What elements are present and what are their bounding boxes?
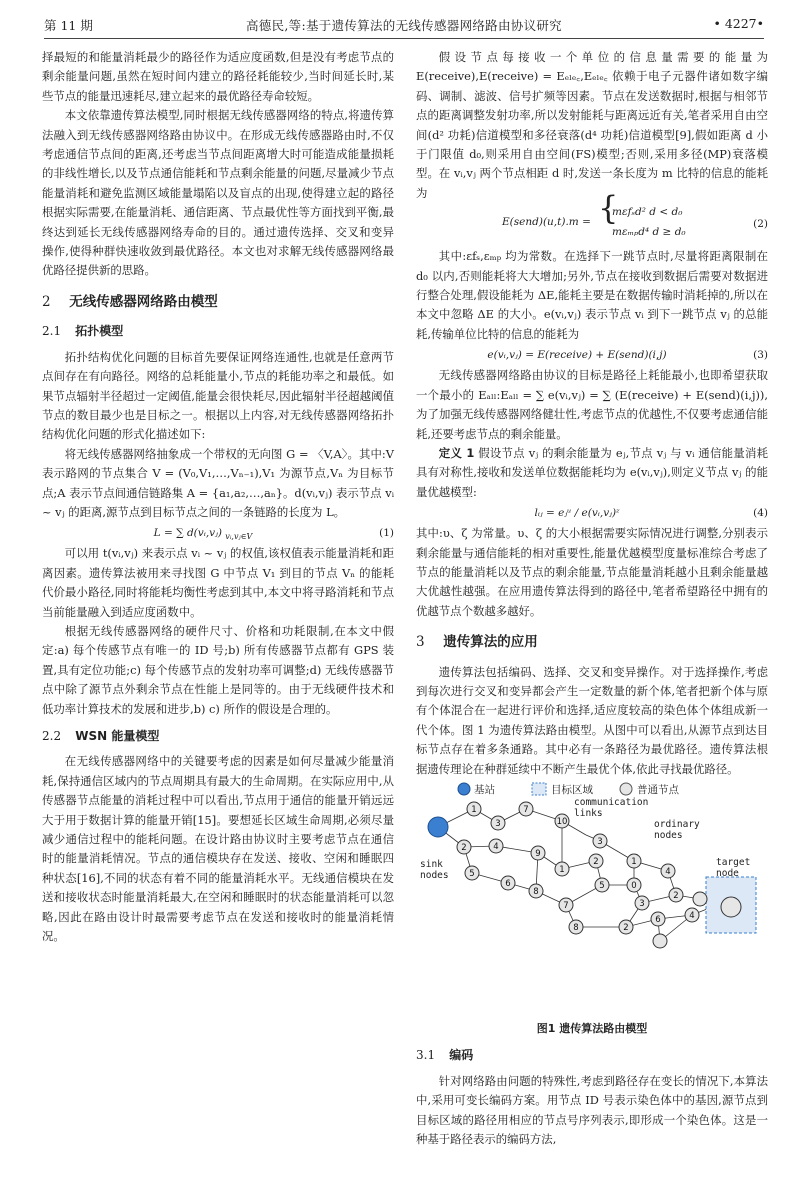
svg-text:7: 7 [563, 901, 569, 911]
paragraph: 针对网络路由问题的特殊性,考虑到路径存在变长的情况下,本算法中,采用可变长编码方案。用节点 ID 号表示染色体中的基因,源节点到目标区域的路径用相应的节点号序列表示,即形成一个染色体。这是一种基于路径表示的编码方法, [416, 1073, 768, 1147]
equation-number: (1) [379, 527, 394, 540]
equation-case-2: mεₘₚd⁴ d ≥ d₀ [612, 226, 686, 239]
paragraph: 本文依靠遗传算法模型,同时根据无线传感器网络的特点,将遗传算法融入到无线传感器网络路由协议中。在形成无线传感器路由时,不仅考虑通信节点间的距离,还考虑当节点间距离增大时可能造成能量损耗的非线性增长,以及节点通信能耗和节点剩余能量的问题,尽量减少节点能量消耗和避免监测区域能量塌陷以及盲点的出现,使得建立起的路径根据实际需要,在能量消耗、通信距离、节点最优性等方面找到平衡,最终达到延长无线传感器网络寿命的目的。通过遗传选择、交叉和变异操作,使得种群快速收敛到最优路径。本文也对求解无线传感器网络最优路径提供新的思路。 [42, 108, 394, 278]
section-number: 2 [42, 293, 51, 310]
paragraph: 在无线传感器网络中的关键要考虑的因素是如何尽量减少能量消耗,保持通信区域内的节点周期具有最大的生命周期。在实际应用中,从传感器节点能量的消耗过程中可以看出,节点用于通信的能量开销远远大于用于数据计算的能量开销[15]。要想延长区域生命周期,必须尽量减少通信过程中的能耗问题。在设计路由协议时主要考虑节点在通信时的能量消耗情况。节点的通信模块存在发送、接收、空闲和睡眠四种状态[16],不同的状态有着不同的能量消耗水平。无线通信模块在发送和接收状态时能量消耗最大,在空闲和睡眠时的状态能量消耗可以忽略,因此在路由设计时最需要考虑节点在发送和接收时的能量消耗情况。 [42, 754, 394, 944]
svg-text:2: 2 [623, 923, 629, 933]
paragraph: 可以用 t(vᵢ,vⱼ) 来表示点 vᵢ ~ vⱼ 的权值,该权值表示能量消耗和距离因素。遗传算法被用来寻找图 G 中节点 V₁ 到目的节点 Vₙ 的能耗代价最小路径,同时将能耗均衡性考虑到其中,本文中将寻路消耗和节点当前能量融入到适应度函数中。 [42, 546, 394, 619]
equation-2 [416, 189, 768, 247]
svg-text:0: 0 [631, 881, 637, 891]
equation-1 [42, 522, 394, 544]
equation-subscript: vᵢ,vⱼ∈V [225, 532, 253, 542]
svg-text:1: 1 [471, 805, 477, 815]
paragraph: 拓扑结构优化问题的目标首先要保证网络连通性,也就是任意两节点间存在有向路径。网络的总耗能量小,节点的耗能功率之和最低。如果节点辐射半径超过一定阈值,能量会很快耗尽,因此辐射半径超越阈值节点的数目最少也是目标之一。根据以上内容,对无线传感器网络拓扑结构优化问题的形式化描述如下: [42, 349, 394, 442]
definition [416, 444, 768, 502]
paragraph: 根据无线传感器网络的硬件尺寸、价格和功耗限制,在本文中假定:a) 每个传感节点有唯一的 ID 号;b) 所有传感器节点都有 GPS 装置,具有定位功能;c) 每个传感节点的发射功率可调整;d) 无线传感器节点中除了源节点外剩余节点在性能上是同等的。由于无线硬件技术和低功率计算技术的发展和进步,b) c) 所作的假设是合理的。 [42, 623, 394, 716]
svg-text:3: 3 [597, 837, 603, 847]
subsection-title: 拓扑模型 [75, 324, 124, 339]
equation-body: e(vᵢ,vⱼ) = E(receive) + E(send)(i,j) [487, 349, 667, 362]
svg-text:6: 6 [655, 915, 661, 925]
paragraph: 将无线传感器网络抽象成一个带权的无向图 G = 〈V,A〉。其中:V 表示路网的节点集合 V = (V₀,V₁,…,Vₙ₋₁),V₁ 为源节点,Vₙ 为目标节点;A 表示节点间通信链路集 A = {a₁,a₂,…,aₙ}。d(vᵢ,vⱼ) 表示节点 vᵢ ~ vⱼ 的距离,源节点到目标节点之间的一条链路的长度为 L。 [42, 446, 394, 519]
equation-3 [416, 344, 768, 366]
section-heading [416, 633, 768, 652]
equation-body: lᵢⱼ = eⱼᵘ / e(vᵢ,vⱼ)ᶻ [534, 507, 620, 520]
legend-normal-label: 普通节点 [637, 784, 679, 796]
network-node [555, 814, 569, 828]
network-node [491, 816, 505, 830]
network-node [635, 896, 649, 910]
network-node [653, 934, 667, 948]
svg-text:8: 8 [533, 887, 539, 897]
svg-text:3: 3 [495, 819, 501, 829]
paragraph: 其中:εfₛ,εₘₚ 均为常数。在选择下一跳节点时,尽量将距离限制在 d₀ 以内,否则能耗将大大增加;另外,节点在接收到数据后需要对数据进行整合处理,假设能耗为 ΔE,能耗主要是在数据传输时消耗掉的,所以在本文中忽略 ΔE 的大小。e(vᵢ,vⱼ) 表示节点 vᵢ 到下一跳节点 vⱼ 的总能耗,传输单位比特的信息的能耗为 [416, 249, 768, 341]
target-node-icon [721, 897, 741, 917]
network-node [519, 802, 533, 816]
equation-lhs: E(send)(u,t).m = [502, 216, 591, 229]
network-node [619, 920, 633, 934]
definition-text: 假设节点 vⱼ 的剩余能量为 eⱼ,节点 vⱼ 与 vᵢ 通信能量消耗具有对称性,接收和发送单位数据能耗均为 e(vᵢ,vⱼ),则定义节点 vⱼ 的能量优越模型: [416, 445, 768, 499]
running-header [44, 10, 764, 36]
svg-text:5: 5 [469, 869, 475, 879]
equation-number: (2) [753, 218, 768, 231]
network-node [627, 878, 641, 892]
network-node [457, 840, 471, 854]
equation-case-1: mεfₛd² d < d₀ [612, 206, 683, 219]
network-node [589, 854, 603, 868]
subsection-number: 2.1 [42, 324, 62, 339]
section-title: 无线传感器网络路由模型 [69, 293, 218, 310]
svg-text:1: 1 [559, 865, 565, 875]
sink-label: sink nodes [420, 859, 449, 881]
links-label: communication links [574, 797, 649, 819]
legend-sink-icon [458, 783, 470, 795]
network-node [467, 802, 481, 816]
legend-region-icon [532, 783, 546, 795]
target-label: target node [716, 857, 751, 879]
legend-target-label: 目标区域 [551, 784, 593, 796]
subsection-number: 3.1 [416, 1048, 436, 1063]
paragraph: 无线传感器网络路由协议的目标是路径上耗能最小,也即希望获取一个最小的 Eₐₗₗ:Eₐₗₗ = ∑ e(vᵢ,vⱼ) = ∑ (E(receive) + E(send)(i,j)),为了加强无线传感器网络健壮性,考虑节点的优越性,不仅要考虑通信能耗,还要考虑节点的剩余能量。 [416, 368, 768, 441]
network-node [651, 912, 665, 926]
network-node [593, 834, 607, 848]
left-column [42, 48, 394, 946]
section-title: 遗传算法的应用 [443, 634, 538, 651]
network-node [685, 908, 699, 922]
network-node [569, 920, 583, 934]
right-column [416, 48, 768, 1149]
header-rule [44, 38, 764, 39]
paragraph: 其中:υ、ζ 为常量。υ、ζ 的大小根据需要实际情况进行调整,分别表示剩余能量与通信能耗的相对重要性,能量优越模型度量标准综合考虑了节点的能量消耗以及节点的剩余能量,节点能量消耗越小且剩余能量越大优越性越强。在应用遗传算法得到的路径中,笔者希望路径中拥有的优越节点个数越多越好。 [416, 526, 768, 618]
equation-4 [416, 502, 768, 524]
legend-base-label: 基站 [474, 784, 495, 796]
definition-label: 定义 1 [438, 445, 475, 460]
section-heading [42, 293, 394, 312]
svg-text:1: 1 [631, 857, 637, 867]
network-node [661, 864, 675, 878]
legend-node-icon [620, 783, 632, 795]
network-node [489, 839, 503, 853]
network-node [559, 898, 573, 912]
issue-number: 第 11 期 [44, 18, 93, 33]
network-node [555, 862, 569, 876]
svg-text:6: 6 [505, 879, 511, 889]
network-node [693, 892, 707, 906]
running-title: 高德民,等:基于遗传算法的无线传感器网络路由协议研究 [246, 18, 562, 33]
svg-text:4: 4 [689, 911, 695, 921]
ordinary-label: ordinary nodes [654, 819, 700, 841]
equation-body: L = ∑ d(vᵢ,vⱼ) [153, 527, 222, 540]
network-node [595, 878, 609, 892]
svg-text:8: 8 [573, 923, 579, 933]
network-node [465, 866, 479, 880]
subsection-title: 编码 [449, 1048, 474, 1063]
routing-diagram [416, 779, 768, 1019]
paragraph: 假设节点每接收一个单位的信息量需要的能量为 E(receive),E(receive) = Eₑₗₑ꜀,Eₑₗₑ꜀ 依赖于电子元器件诸如数字编码、调制、滤波、信号扩频等因素。节点在发送数据时,根据与相邻节点的距离调整发射功率,所以发射能耗与距离远近有关,笔者采用自由空间(d² 功耗)信道模型和多径衰落(d⁴ 功耗)信道模型[9],假如距离 d 小于门限值 d₀,则采用自由空间(FS)模型;否则,采用多径(MP)衰落模型。在 vᵢ,vⱼ 两个节点相距 d 时,发送一条长度为 m 比特的信息的能耗为 [416, 50, 768, 200]
sink-node-icon [428, 817, 448, 837]
figure-caption: 图1 遗传算法路由模型 [536, 1022, 648, 1035]
svg-text:4: 4 [665, 867, 671, 877]
equation-brace: { [598, 189, 619, 228]
paragraph: 遗传算法包括编码、选择、交叉和变异操作。对于选择操作,考虑到每次进行交叉和变异都会产生一定数量的新个体,笔者把新个体与原有个体混合在一起进行评价和选择,适应度较高的染色体个体组成新一代个体。图 1 为遗传算法路由模型。从图中可以看出,从源节点到达目标节点存在着多条通路。其中必有一条路径为最优路径。遗传算法根据遗传理论在种群延续中不断产生最优个体,依此寻找最优路径。 [416, 664, 768, 776]
section-number: 3 [416, 634, 425, 651]
figure-routing-model [416, 779, 768, 1019]
subsection-heading [42, 727, 394, 746]
svg-text:10: 10 [556, 817, 568, 827]
svg-text:9: 9 [535, 849, 541, 859]
svg-text:5: 5 [599, 881, 605, 891]
network-node [669, 888, 683, 902]
subsection-heading [42, 322, 394, 341]
page-number: • 4227• [713, 16, 764, 31]
svg-text:7: 7 [523, 805, 529, 815]
svg-text:2: 2 [673, 891, 679, 901]
equation-number: (3) [753, 349, 768, 362]
equation-number: (4) [753, 507, 768, 520]
network-node [501, 876, 515, 890]
subsection-heading [416, 1046, 768, 1065]
network-node [531, 846, 545, 860]
svg-text:2: 2 [461, 843, 467, 853]
network-node [529, 884, 543, 898]
svg-text:4: 4 [493, 842, 499, 852]
svg-text:3: 3 [639, 899, 645, 909]
network-node [627, 854, 641, 868]
subsection-number: 2.2 [42, 729, 62, 743]
subsection-title: WSN 能量模型 [75, 729, 160, 743]
svg-text:2: 2 [593, 857, 599, 867]
paragraph: 择最短的和能量消耗最少的路径作为适应度函数,但是没有考虑节点的剩余能量问题,虽然在短时间内建立的路径耗能较少,当时间延长时,某些节点的能量迅速耗尽,建立起来的最优路径寿命较短。 [42, 50, 394, 103]
